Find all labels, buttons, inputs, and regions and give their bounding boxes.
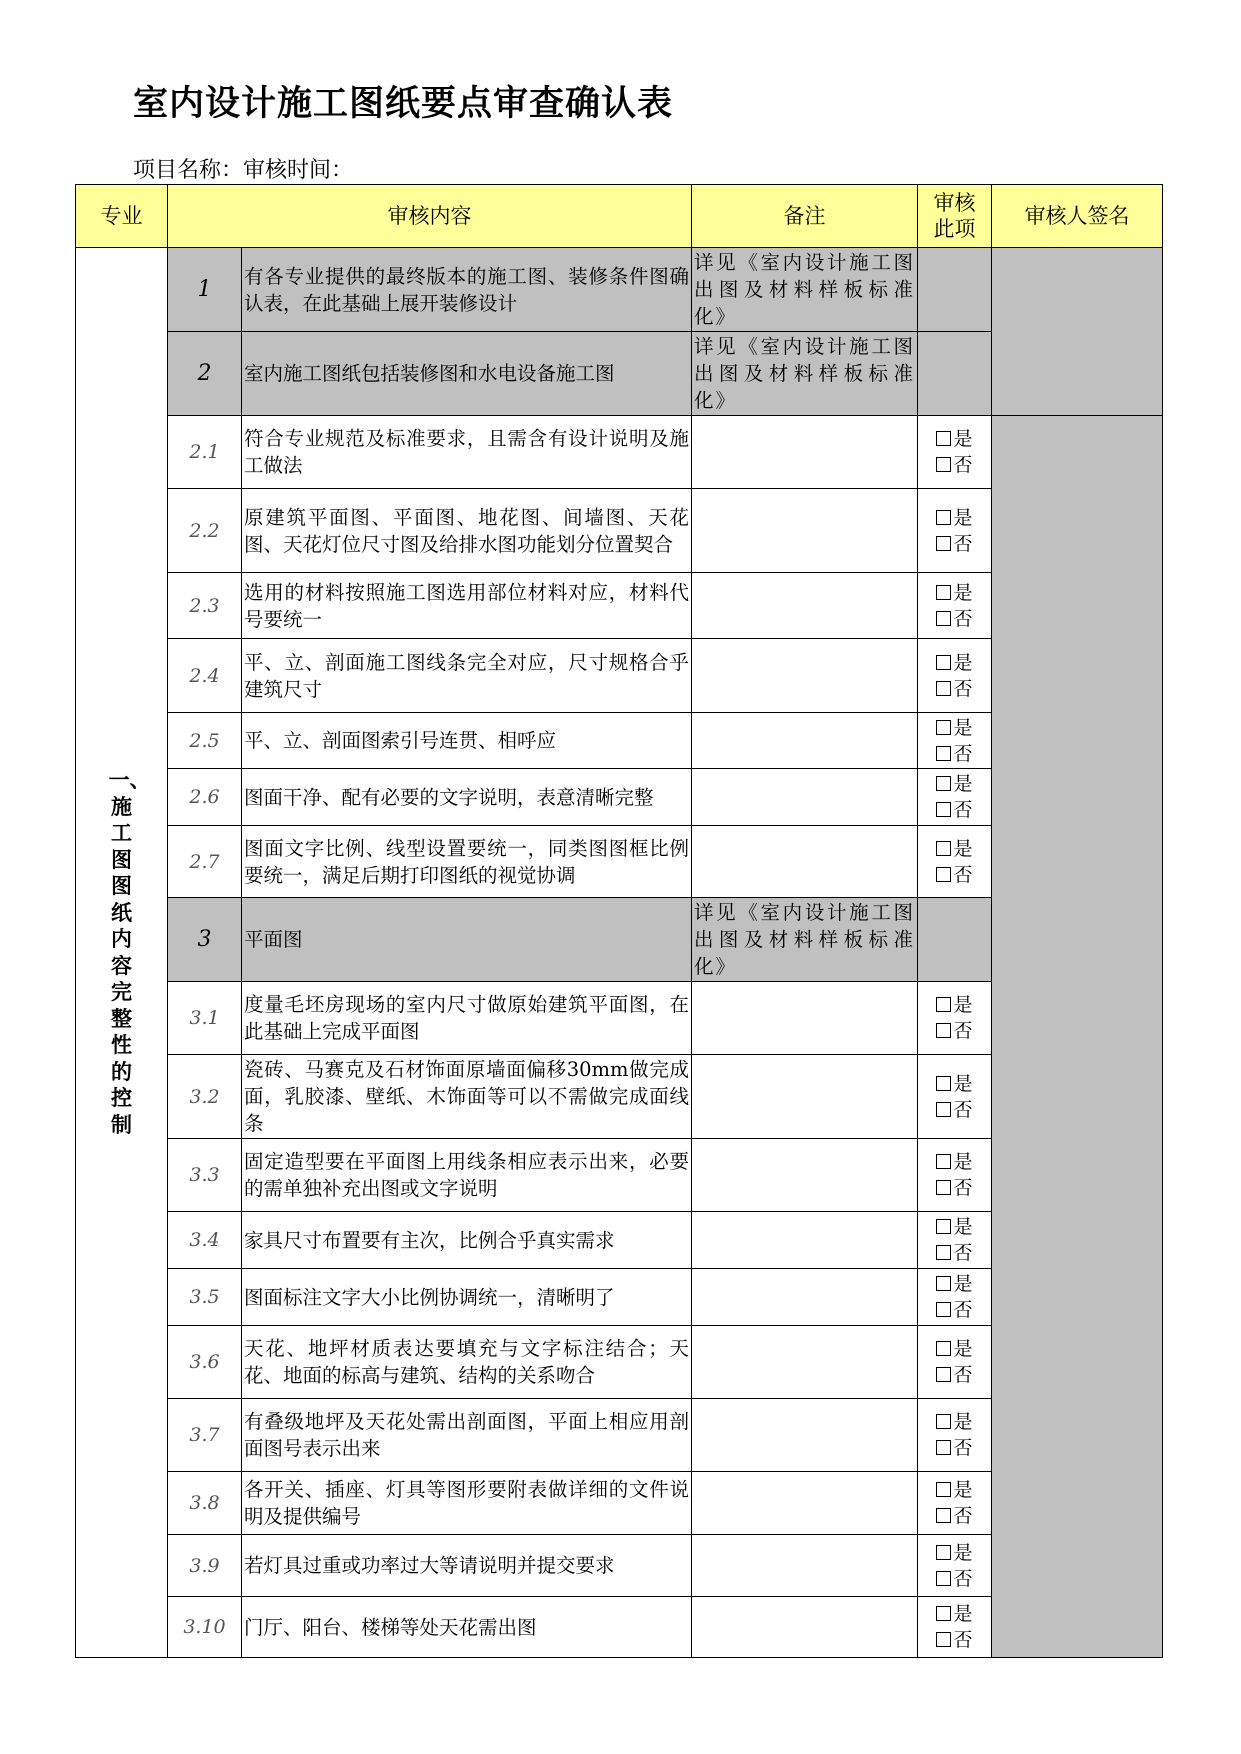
item-number: 1 bbox=[168, 248, 242, 332]
item-content: 有叠级地坪及天花处需出剖面图，平面上相应用剖面图号表示出来 bbox=[242, 1399, 692, 1472]
checkbox-icon[interactable] bbox=[936, 655, 951, 670]
table-header-row bbox=[76, 185, 1163, 248]
item-number: 3.1 bbox=[168, 982, 242, 1055]
item-number: 2.2 bbox=[168, 489, 242, 573]
checkbox-icon[interactable] bbox=[936, 457, 951, 472]
item-content: 各开关、插座、灯具等图形要附表做详细的文件说明及提供编号 bbox=[242, 1472, 692, 1535]
yes-option[interactable]: 是 bbox=[918, 715, 991, 741]
checkbox-icon[interactable] bbox=[936, 1571, 951, 1586]
checkbox-icon[interactable] bbox=[936, 867, 951, 882]
no-option[interactable]: 否 bbox=[918, 1503, 991, 1529]
item-check-cell bbox=[918, 826, 992, 898]
item-content: 度量毛坯房现场的室内尺寸做原始建筑平面图，在此基础上完成平面图 bbox=[242, 982, 692, 1055]
section-label: 一、施工图图纸内容完整性的控制 bbox=[108, 768, 151, 1137]
yes-option[interactable]: 是 bbox=[918, 650, 991, 676]
checkbox-icon[interactable] bbox=[936, 1245, 951, 1260]
checkbox-icon[interactable] bbox=[936, 585, 951, 600]
item-number: 3.4 bbox=[168, 1212, 242, 1269]
header-content: 审核内容 bbox=[168, 185, 692, 248]
checkbox-icon[interactable] bbox=[936, 1632, 951, 1647]
yes-option[interactable]: 是 bbox=[918, 1071, 991, 1097]
no-option[interactable]: 否 bbox=[918, 531, 991, 557]
item-number: 2.4 bbox=[168, 639, 242, 713]
item-note bbox=[692, 573, 918, 639]
item-content: 平、立、剖面图索引号连贯、相呼应 bbox=[242, 713, 692, 769]
item-check-cell bbox=[918, 1597, 992, 1658]
item-note bbox=[692, 639, 918, 713]
item-note: 详见《室内设计施工图出图及材料样板标准化》 bbox=[692, 332, 918, 416]
yes-option[interactable]: 是 bbox=[918, 1271, 991, 1297]
checkbox-icon[interactable] bbox=[936, 611, 951, 626]
yes-option[interactable]: 是 bbox=[918, 1477, 991, 1503]
no-option[interactable]: 否 bbox=[918, 862, 991, 888]
checkbox-icon[interactable] bbox=[936, 1508, 951, 1523]
item-check-cell bbox=[918, 573, 992, 639]
item-number: 3.7 bbox=[168, 1399, 242, 1472]
checkbox-icon[interactable] bbox=[936, 720, 951, 735]
checkbox-icon[interactable] bbox=[936, 1102, 951, 1117]
item-number: 3.3 bbox=[168, 1139, 242, 1212]
item-check-cell bbox=[918, 769, 992, 826]
item-note bbox=[692, 1269, 918, 1326]
item-number: 3.10 bbox=[168, 1597, 242, 1658]
checkbox-icon[interactable] bbox=[936, 681, 951, 696]
item-check-cell bbox=[918, 1472, 992, 1535]
item-content: 平、立、剖面施工图线条完全对应，尺寸规格合乎建筑尺寸 bbox=[242, 639, 692, 713]
item-number: 3.9 bbox=[168, 1535, 242, 1597]
no-option[interactable]: 否 bbox=[918, 1362, 991, 1388]
no-option[interactable]: 否 bbox=[918, 676, 991, 702]
item-note bbox=[692, 769, 918, 826]
yes-option[interactable]: 是 bbox=[918, 1149, 991, 1175]
header-check: 审核此项 bbox=[918, 185, 992, 248]
item-note bbox=[692, 1399, 918, 1472]
checkbox-icon[interactable] bbox=[936, 1276, 951, 1291]
item-content: 图面干净、配有必要的文字说明，表意清晰完整 bbox=[242, 769, 692, 826]
item-number: 3 bbox=[168, 898, 242, 982]
item-check-cell bbox=[918, 416, 992, 489]
item-check-cell bbox=[918, 332, 992, 416]
review-table bbox=[75, 184, 1163, 1658]
yes-option[interactable]: 是 bbox=[918, 1540, 991, 1566]
yes-option[interactable]: 是 bbox=[918, 580, 991, 606]
checkbox-icon[interactable] bbox=[936, 1023, 951, 1038]
no-option[interactable]: 否 bbox=[918, 1097, 991, 1123]
item-note: 详见《室内设计施工图出图及材料样板标准化》 bbox=[692, 898, 918, 982]
checkbox-icon[interactable] bbox=[936, 1180, 951, 1195]
checkbox-icon[interactable] bbox=[936, 1414, 951, 1429]
item-number: 3.8 bbox=[168, 1472, 242, 1535]
item-content: 选用的材料按照施工图选用部位材料对应，材料代号要统一 bbox=[242, 573, 692, 639]
item-note bbox=[692, 1472, 918, 1535]
header-signature: 审核人签名 bbox=[992, 185, 1163, 248]
yes-option[interactable]: 是 bbox=[918, 771, 991, 797]
table-row bbox=[76, 416, 1163, 489]
item-note bbox=[692, 826, 918, 898]
yes-option[interactable]: 是 bbox=[918, 426, 991, 452]
item-content: 原建筑平面图、平面图、地花图、间墙图、天花图、天花灯位尺寸图及给排水图功能划分位置契合 bbox=[242, 489, 692, 573]
item-content: 图面文字比例、线型设置要统一，同类图图框比例要统一，满足后期打印图纸的视觉协调 bbox=[242, 826, 692, 898]
item-number: 2.7 bbox=[168, 826, 242, 898]
header-specialty: 专业 bbox=[76, 185, 168, 248]
item-number: 3.6 bbox=[168, 1326, 242, 1399]
item-number: 2.1 bbox=[168, 416, 242, 489]
yes-option[interactable]: 是 bbox=[918, 992, 991, 1018]
item-note bbox=[692, 713, 918, 769]
item-content: 若灯具过重或功率过大等请说明并提交要求 bbox=[242, 1535, 692, 1597]
yes-option[interactable]: 是 bbox=[918, 1601, 991, 1627]
item-number: 3.5 bbox=[168, 1269, 242, 1326]
checkbox-icon[interactable] bbox=[936, 1341, 951, 1356]
item-content: 图面标注文字大小比例协调统一，清晰明了 bbox=[242, 1269, 692, 1326]
checkbox-icon[interactable] bbox=[936, 1545, 951, 1560]
no-option[interactable]: 否 bbox=[918, 606, 991, 632]
item-note bbox=[692, 982, 918, 1055]
item-number: 2.5 bbox=[168, 713, 242, 769]
item-check-cell bbox=[918, 1269, 992, 1326]
item-check-cell bbox=[918, 1212, 992, 1269]
checkbox-icon[interactable] bbox=[936, 1076, 951, 1091]
table-row bbox=[76, 248, 1163, 332]
item-number: 2.3 bbox=[168, 573, 242, 639]
item-content: 门厅、阳台、楼梯等处天花需出图 bbox=[242, 1597, 692, 1658]
item-content: 符合专业规范及标准要求，且需含有设计说明及施工做法 bbox=[242, 416, 692, 489]
no-option[interactable]: 否 bbox=[918, 741, 991, 767]
page-title: 室内设计施工图纸要点审查确认表 bbox=[133, 84, 674, 124]
checkbox-icon[interactable] bbox=[936, 746, 951, 761]
item-content: 室内施工图纸包括装修图和水电设备施工图 bbox=[242, 332, 692, 416]
item-note bbox=[692, 1535, 918, 1597]
item-check-cell bbox=[918, 1535, 992, 1597]
item-note bbox=[692, 1055, 918, 1139]
item-check-cell bbox=[918, 1055, 992, 1139]
checkbox-icon[interactable] bbox=[936, 1154, 951, 1169]
no-option[interactable]: 否 bbox=[918, 1240, 991, 1266]
no-option[interactable]: 否 bbox=[918, 1018, 991, 1044]
item-check-cell bbox=[918, 1139, 992, 1212]
item-content: 平面图 bbox=[242, 898, 692, 982]
item-note bbox=[692, 1212, 918, 1269]
header-note: 备注 bbox=[692, 185, 918, 248]
no-option[interactable]: 否 bbox=[918, 452, 991, 478]
checkbox-icon[interactable] bbox=[936, 1219, 951, 1234]
no-option[interactable]: 否 bbox=[918, 797, 991, 823]
item-check-cell bbox=[918, 1399, 992, 1472]
item-note: 详见《室内设计施工图出图及材料样板标准化》 bbox=[692, 248, 918, 332]
no-option[interactable]: 否 bbox=[918, 1175, 991, 1201]
checkbox-icon[interactable] bbox=[936, 997, 951, 1012]
item-content: 固定造型要在平面图上用线条相应表示出来，必要的需单独补充出图或文字说明 bbox=[242, 1139, 692, 1212]
checkbox-icon[interactable] bbox=[936, 431, 951, 446]
item-content: 家具尺寸布置要有主次，比例合乎真实需求 bbox=[242, 1212, 692, 1269]
item-number: 3.2 bbox=[168, 1055, 242, 1139]
yes-option[interactable]: 是 bbox=[918, 836, 991, 862]
checkbox-icon[interactable] bbox=[936, 1367, 951, 1382]
no-option[interactable]: 否 bbox=[918, 1297, 991, 1323]
item-check-cell bbox=[918, 248, 992, 332]
signature-cell[interactable] bbox=[992, 248, 1163, 416]
no-option[interactable]: 否 bbox=[918, 1627, 991, 1653]
checkbox-icon[interactable] bbox=[936, 1606, 951, 1621]
item-number: 2 bbox=[168, 332, 242, 416]
item-check-cell bbox=[918, 639, 992, 713]
checkbox-icon[interactable] bbox=[936, 536, 951, 551]
no-option[interactable]: 否 bbox=[918, 1435, 991, 1461]
item-number: 2.6 bbox=[168, 769, 242, 826]
section-label-cell bbox=[76, 248, 168, 1658]
item-check-cell bbox=[918, 1326, 992, 1399]
item-note bbox=[692, 1597, 918, 1658]
checkbox-icon[interactable] bbox=[936, 802, 951, 817]
item-check-cell bbox=[918, 489, 992, 573]
item-check-cell bbox=[918, 982, 992, 1055]
no-option[interactable]: 否 bbox=[918, 1566, 991, 1592]
item-check-cell bbox=[918, 898, 992, 982]
item-note bbox=[692, 1139, 918, 1212]
item-note bbox=[692, 489, 918, 573]
yes-option[interactable]: 是 bbox=[918, 1336, 991, 1362]
yes-option[interactable]: 是 bbox=[918, 505, 991, 531]
yes-option[interactable]: 是 bbox=[918, 1409, 991, 1435]
item-note bbox=[692, 416, 918, 489]
yes-option[interactable]: 是 bbox=[918, 1214, 991, 1240]
project-meta-line: 项目名称：审核时间： bbox=[133, 158, 354, 183]
item-content: 天花、地坪材质表达要填充与文字标注结合；天花、地面的标高与建筑、结构的关系吻合 bbox=[242, 1326, 692, 1399]
checkbox-icon[interactable] bbox=[936, 776, 951, 791]
checkbox-icon[interactable] bbox=[936, 1482, 951, 1497]
item-content: 有各专业提供的最终版本的施工图、装修条件图确认表，在此基础上展开装修设计 bbox=[242, 248, 692, 332]
item-note bbox=[692, 1326, 918, 1399]
checkbox-icon[interactable] bbox=[936, 1440, 951, 1455]
checkbox-icon[interactable] bbox=[936, 510, 951, 525]
signature-cell[interactable] bbox=[992, 416, 1163, 1658]
item-check-cell bbox=[918, 713, 992, 769]
item-content: 瓷砖、马赛克及石材饰面原墙面偏移30mm做完成面，乳胶漆、壁纸、木饰面等可以不需做完成面线条 bbox=[242, 1055, 692, 1139]
checkbox-icon[interactable] bbox=[936, 1302, 951, 1317]
checkbox-icon[interactable] bbox=[936, 841, 951, 856]
